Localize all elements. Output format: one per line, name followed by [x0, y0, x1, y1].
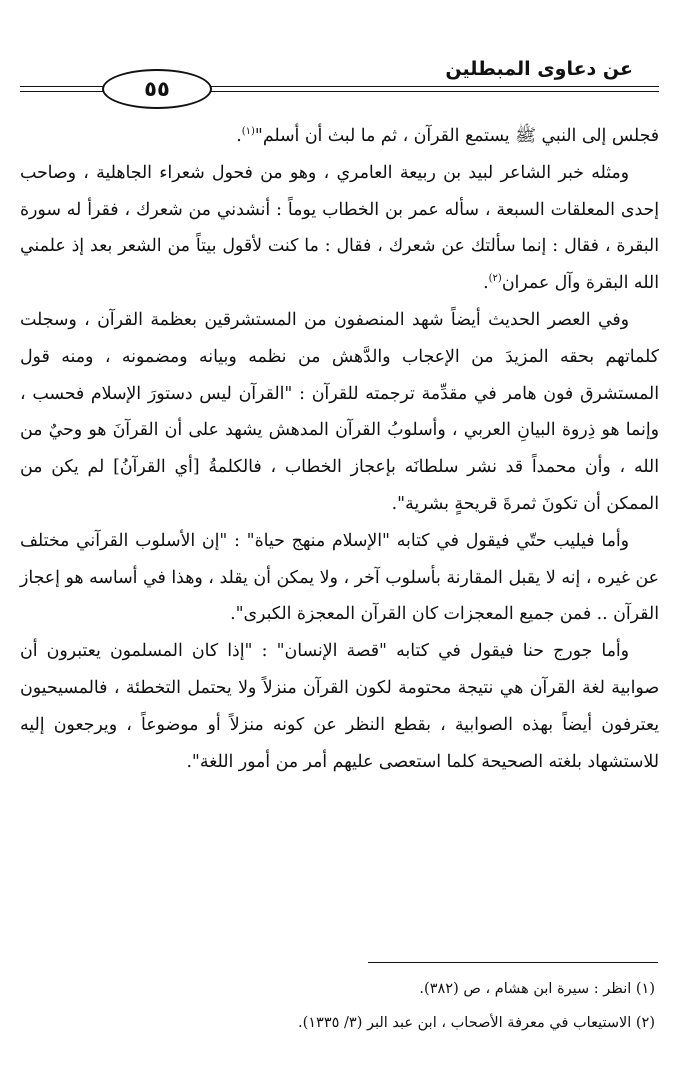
paragraph-4: وأما فيليب حتّي فيقول في كتابه "الإسلام منهج حياة" : "إن الأسلوب القرآني مختلف عن غيره ، إنه لا يقبل المقارنة بأسلوب آخر ، ولا يمكن أن يقلد ، وهذا في أساسه هو إعجاز القرآن .. فمن جميع المعجزات كان القرآن المعجزة الكبرى". [20, 530, 659, 625]
paragraph-end: . [483, 273, 489, 294]
paragraph-2 [20, 155, 659, 302]
paragraph-text: ومثله خبر الشاعر لبيد بن ربيعة العامري ، وهو من فحول شعراء الجاهلية ، وصاحب إحدى المعلقات السبعة ، سأله عمر بن الخطاب يوماً : أنشدني من شعرك ، فقرأ له سورة البقرة ، فقال : إنما سألتك عن شعرك ، فقال : ما كنت لأقول بيتاً من الشعر بعد إذ علمني الله البقرة وآل عمران [20, 162, 659, 294]
paragraph-text: فجلس إلى النبي ﷺ يستمع القرآن ، ثم ما لبث أن أسلم" [254, 126, 659, 146]
footnote-ref-2: (٢) [488, 273, 502, 285]
footnote-1: (١) انظر : سيرة ابن هشام ، ص (٣٨٢). [419, 981, 655, 997]
footnote-2: (٢) الاستيعاب في معرفة الأصحاب ، ابن عبد البر (٣/ ١٣٣٥). [297, 1015, 655, 1031]
footnote-ref-1: (١) [241, 126, 255, 138]
page-header [20, 40, 659, 110]
running-title: عن دعاوى المبطلين [445, 58, 633, 80]
page-number: ٥٥ [102, 69, 212, 109]
paragraph-1 [20, 118, 659, 155]
paragraph-3: وفي العصر الحديث أيضاً شهد المنصفون من المستشرقين بعظمة القرآن ، وسجلت كلماتهم بحقه المزيدَ من الإعجاب والدَّهش من نظمه وبيانه ومضمونه ، ومنه قول المستشرق فون هامر في مقدِّمة ترجمته للقرآن : "القرآن ليس دستورَ الإسلام فحسب ، وإنما هو ذِروة البيانِ العربي ، وأسلوبُ القرآن المدهش يشهد على أن القرآنَ هو وحيٌ من الله ، وأن محمداً قد نشر سلطانَه بإعجاز الخطاب ، فالكلمةُ [أي القرآنُ] لم يكن من الممكن أن تكونَ ثمرةَ قريحةٍ بشرية". [20, 309, 659, 514]
footnotes [35, 972, 655, 1040]
footnote-separator [368, 962, 658, 963]
paragraph-5: وأما جورج حنا فيقول في كتابه "قصة الإنسان" : "إذا كان المسلمون يعتبرون أن صوابية لغة القرآن هي نتيجة محتومة لكون القرآن منزلاً ولا يحتمل التخطئة ، فالمسيحيون يعترفون أيضاً بهذه الصوابية ، بقطع النظر عن كونه منزلاً أو موضوعاً ، ويرجعون إليه للاستشهاد بلغته الصحيحة كلما استعصى عليهم أمر من أمور اللغة". [20, 641, 659, 772]
paragraph-end: . [236, 126, 242, 146]
main-text [20, 118, 659, 780]
